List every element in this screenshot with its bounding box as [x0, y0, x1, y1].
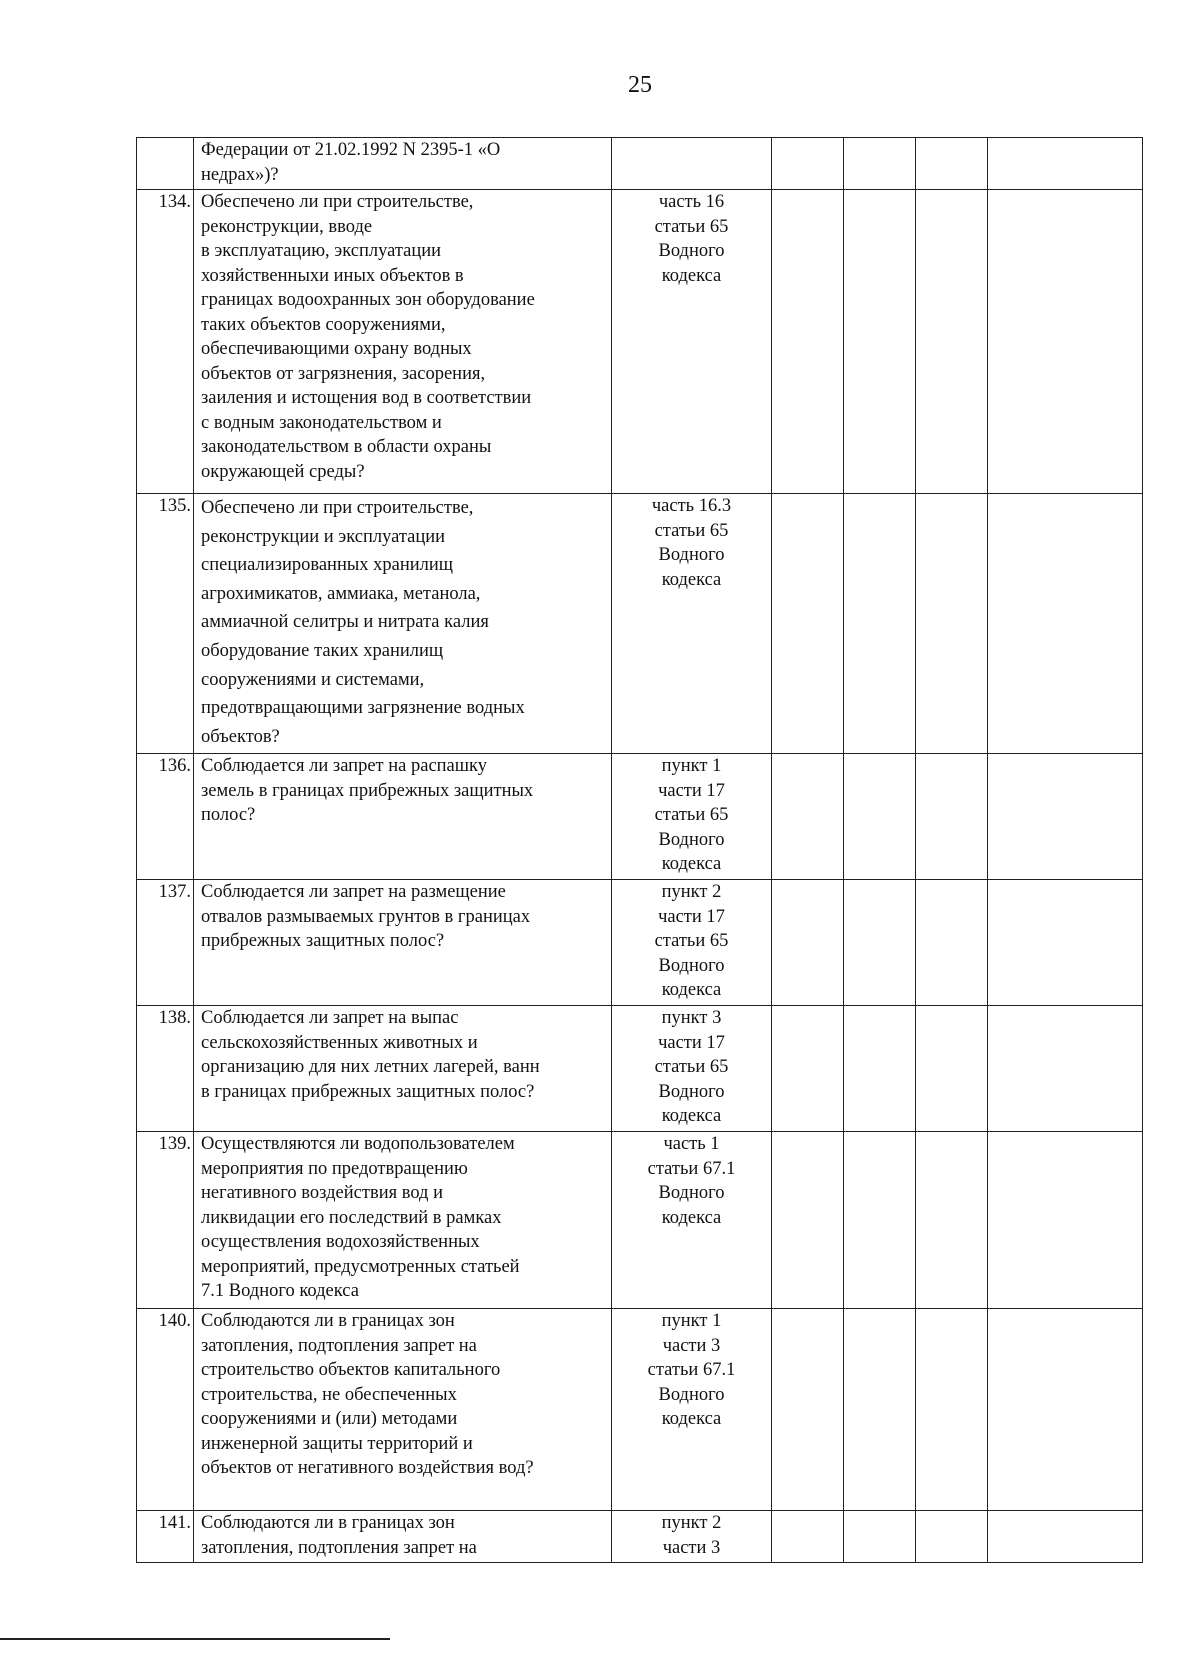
table-row [137, 1511, 1143, 1563]
not-applicable-cell [916, 1511, 988, 1563]
no-cell [844, 1511, 916, 1563]
legal-reference: пункт 2 части 3 [612, 1511, 772, 1563]
table-row [137, 880, 1143, 1006]
notes-cell [988, 1309, 1143, 1511]
table-row [137, 494, 1143, 754]
notes-cell [988, 754, 1143, 880]
legal-reference: пункт 1 части 17 статьи 65 Водного кодекса [612, 754, 772, 880]
question-text: Обеспечено ли при строительстве, реконструкции, вводе в эксплуатацию, эксплуатации хозяйственныхи иных объектов в границах водоохранных зон оборудование таких объектов сооружениями, обеспечивающими охрану водных объектов от загрязнения, засорения, заиления и истощения вод в соответствии с водным законодательством и законодательством в области охраны окружающей среды? [194, 190, 612, 494]
not-applicable-cell [916, 1006, 988, 1132]
not-applicable-cell [916, 1309, 988, 1511]
legal-reference: часть 1 статьи 67.1 Водного кодекса [612, 1132, 772, 1309]
table-row [137, 138, 1143, 190]
question-text: Соблюдается ли запрет на распашку земель в границах прибрежных защитных полос? [194, 754, 612, 880]
notes-cell [988, 1006, 1143, 1132]
notes-cell [988, 1132, 1143, 1309]
notes-cell [988, 1511, 1143, 1563]
page-number: 25 [628, 72, 652, 98]
checklist-table [136, 137, 1143, 1563]
row-number: 141. [137, 1511, 194, 1563]
yes-cell [772, 754, 844, 880]
question-text: Обеспечено ли при строительстве, реконструкции и эксплуатации специализированных хранилищ агрохимикатов, аммиака, метанола, аммиачной селитры и нитрата калия оборудование таких хранилищ сооружениями и системами, предотвращающими загрязнение водных объектов? [194, 494, 612, 754]
table-row [137, 190, 1143, 494]
notes-cell [988, 494, 1143, 754]
question-text: Осуществляются ли водопользователем мероприятия по предотвращению негативного воздействия вод и ликвидации его последствий в рамках осуществления водохозяйственных мероприятий, предусмотренных статьей 7.1 Водного кодекса [194, 1132, 612, 1309]
no-cell [844, 1006, 916, 1132]
row-number: 136. [137, 754, 194, 880]
row-number [137, 138, 194, 190]
no-cell [844, 1132, 916, 1309]
no-cell [844, 754, 916, 880]
question-text: Соблюдаются ли в границах зон затопления, подтопления запрет на строительство объектов капитального строительства, не обеспеченных сооружениями и (или) методами инженерной защиты территорий и объектов от негативного воздействия вод? [194, 1309, 612, 1511]
not-applicable-cell [916, 880, 988, 1006]
yes-cell [772, 1309, 844, 1511]
yes-cell [772, 190, 844, 494]
yes-cell [772, 1006, 844, 1132]
not-applicable-cell [916, 190, 988, 494]
yes-cell [772, 1511, 844, 1563]
legal-reference: пункт 1 части 3 статьи 67.1 Водного кодекса [612, 1309, 772, 1511]
legal-reference: пункт 2 части 17 статьи 65 Водного кодекса [612, 880, 772, 1006]
no-cell [844, 190, 916, 494]
row-number: 135. [137, 494, 194, 754]
legal-reference: пункт 3 части 17 статьи 65 Водного кодекса [612, 1006, 772, 1132]
table-row [137, 1132, 1143, 1309]
no-cell [844, 880, 916, 1006]
yes-cell [772, 138, 844, 190]
table-row [137, 754, 1143, 880]
question-text: Федерации от 21.02.1992 N 2395-1 «О недрах»)? [194, 138, 612, 190]
not-applicable-cell [916, 494, 988, 754]
row-number: 137. [137, 880, 194, 1006]
legal-reference [612, 138, 772, 190]
no-cell [844, 494, 916, 754]
notes-cell [988, 880, 1143, 1006]
notes-cell [988, 138, 1143, 190]
table-row [137, 1006, 1143, 1132]
not-applicable-cell [916, 138, 988, 190]
bottom-rule [0, 1638, 390, 1640]
row-number: 138. [137, 1006, 194, 1132]
yes-cell [772, 880, 844, 1006]
question-text: Соблюдается ли запрет на размещение отвалов размываемых грунтов в границах прибрежных защитных полос? [194, 880, 612, 1006]
notes-cell [988, 190, 1143, 494]
yes-cell [772, 494, 844, 754]
legal-reference: часть 16 статьи 65 Водного кодекса [612, 190, 772, 494]
not-applicable-cell [916, 754, 988, 880]
row-number: 139. [137, 1132, 194, 1309]
question-text: Соблюдаются ли в границах зон затопления, подтопления запрет на [194, 1511, 612, 1563]
table-row [137, 1309, 1143, 1511]
no-cell [844, 1309, 916, 1511]
question-text: Соблюдается ли запрет на выпас сельскохозяйственных животных и организацию для них летних лагерей, ванн в границах прибрежных защитных полос? [194, 1006, 612, 1132]
yes-cell [772, 1132, 844, 1309]
row-number: 140. [137, 1309, 194, 1511]
not-applicable-cell [916, 1132, 988, 1309]
no-cell [844, 138, 916, 190]
legal-reference: часть 16.3 статьи 65 Водного кодекса [612, 494, 772, 754]
row-number: 134. [137, 190, 194, 494]
